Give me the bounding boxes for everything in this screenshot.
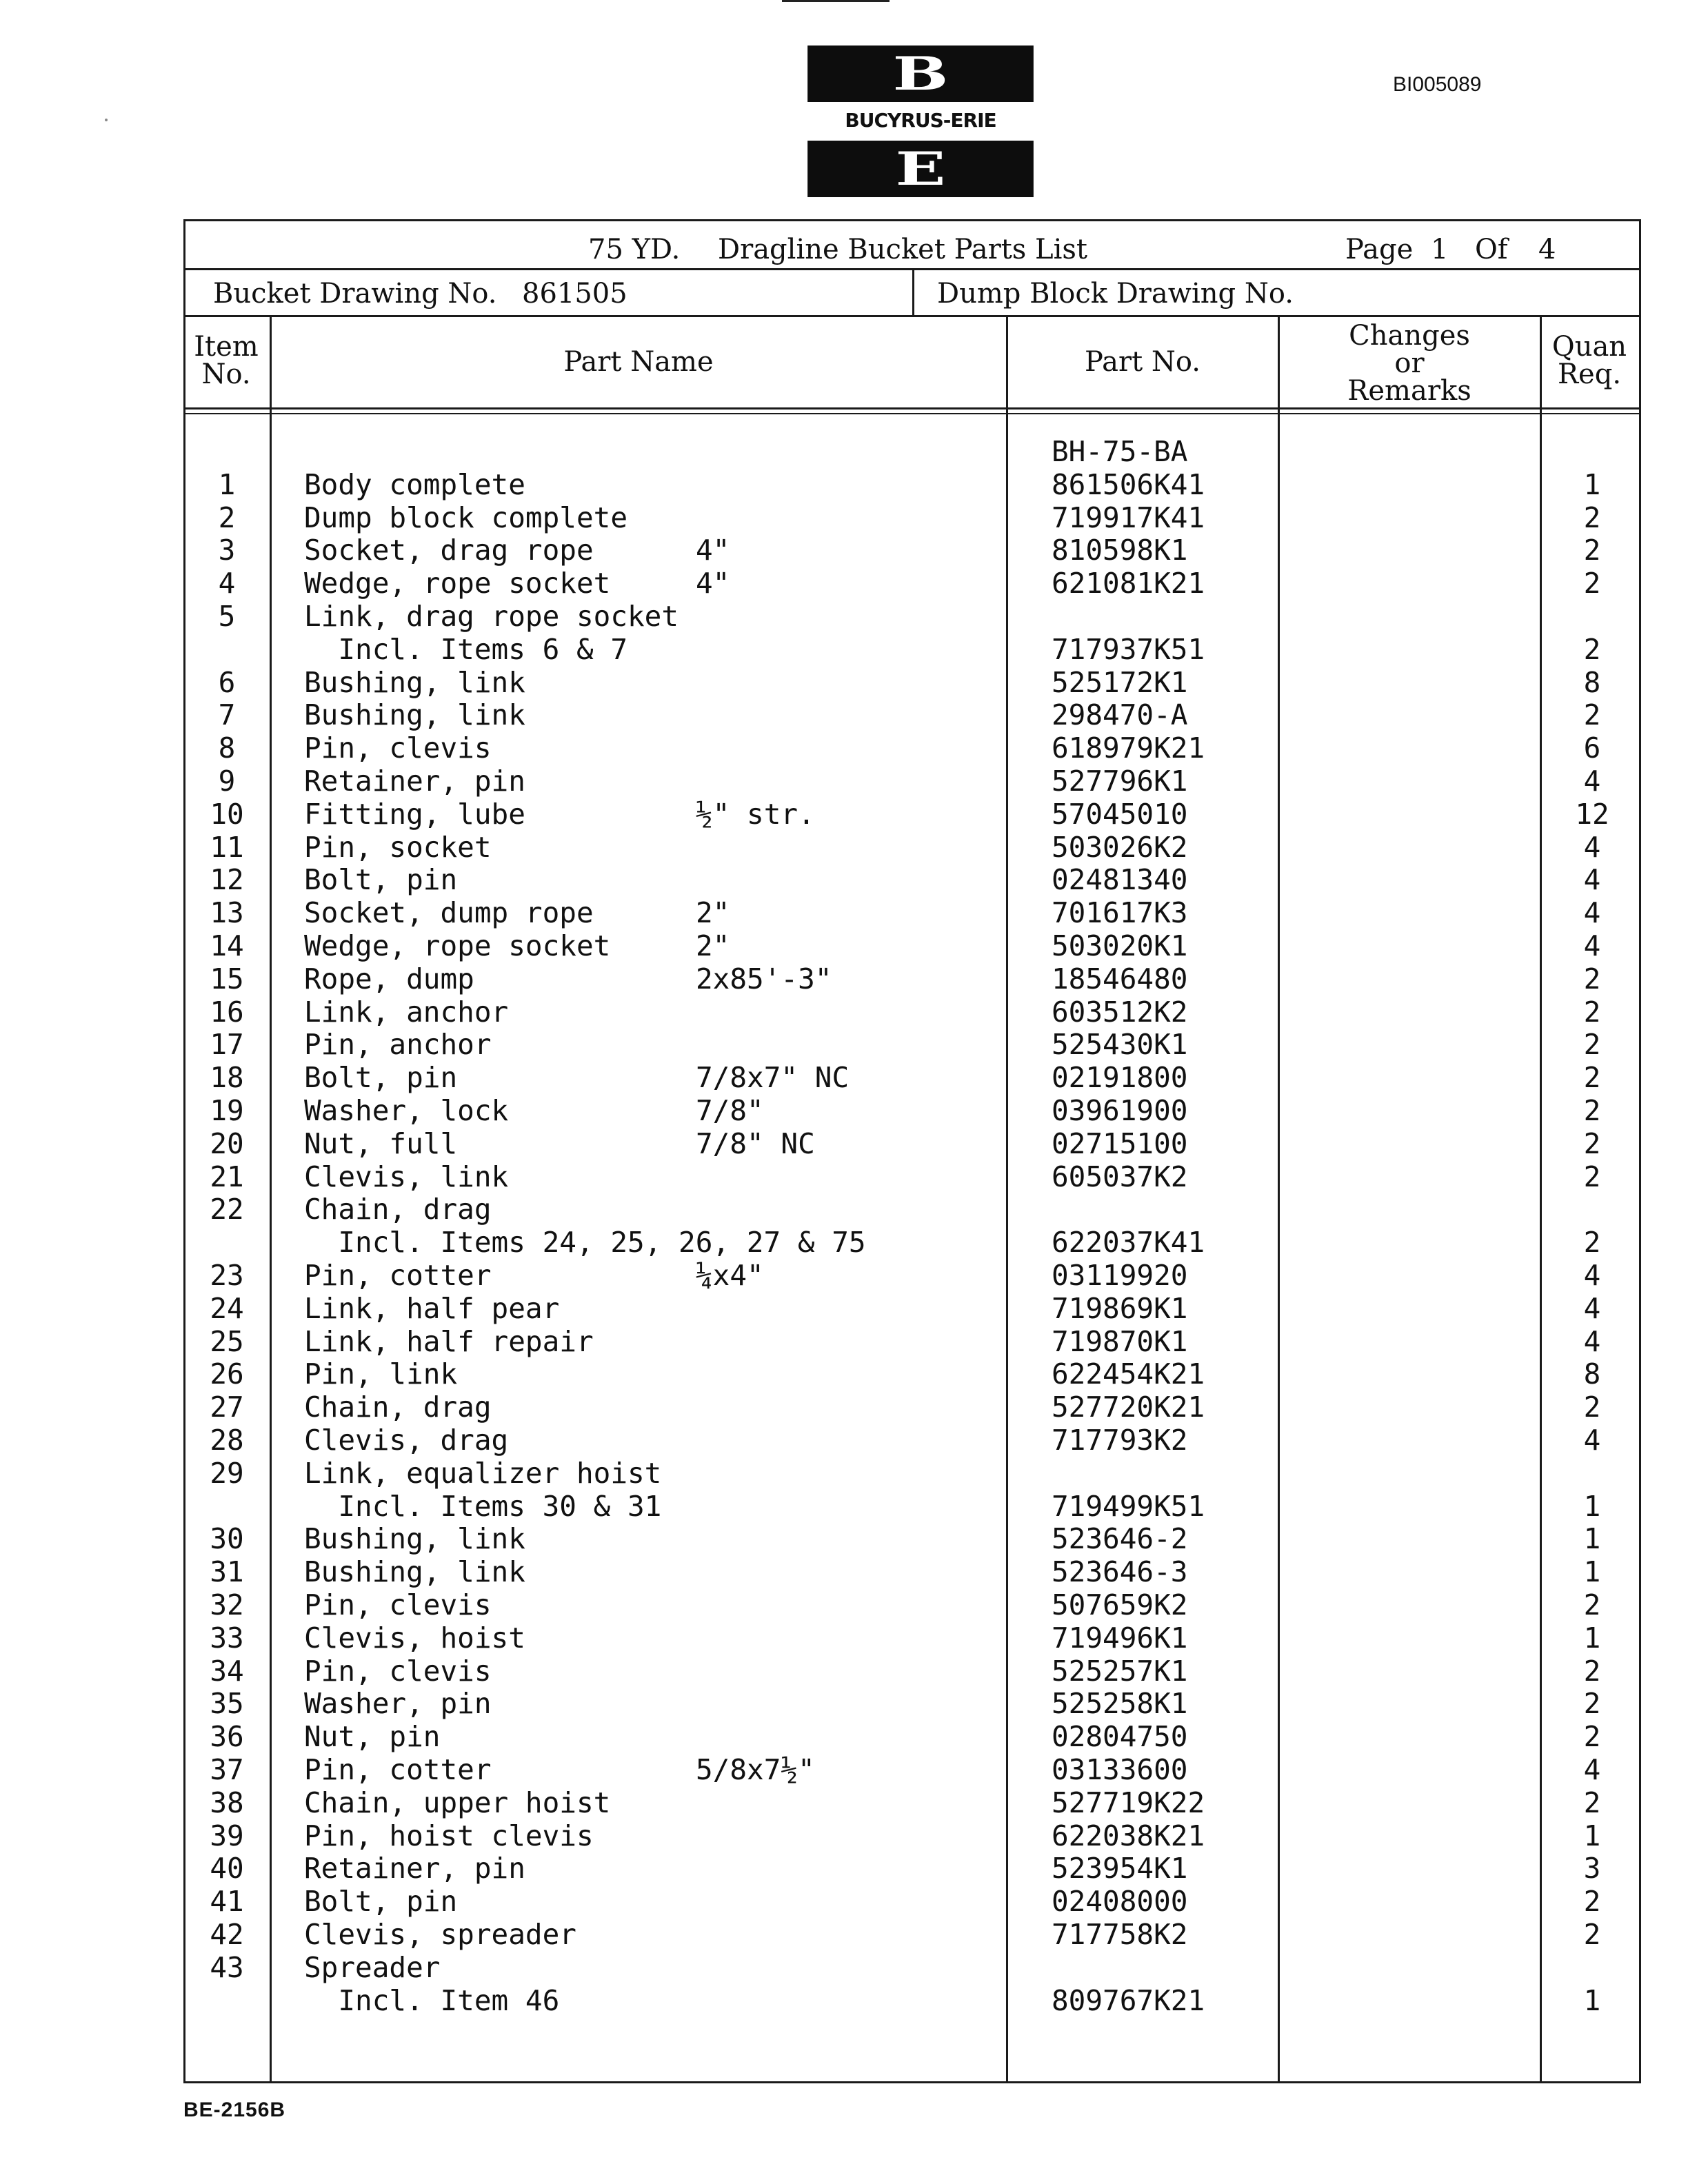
- item-number: 32: [210, 1588, 244, 1621]
- item-number: 30: [210, 1522, 244, 1555]
- part-number: 525258K1: [1052, 1687, 1188, 1720]
- item-number: 40: [210, 1852, 244, 1885]
- part-name: Pin, clevis: [304, 1655, 492, 1688]
- part-number: 719870K1: [1052, 1325, 1188, 1358]
- item-number: 38: [210, 1786, 244, 1819]
- page-total: 4: [1538, 234, 1556, 265]
- part-name: Bushing, link: [304, 666, 525, 699]
- item-number: 39: [210, 1819, 244, 1852]
- part-number: 03133600: [1052, 1753, 1188, 1786]
- quantity-required: 1: [1583, 1984, 1601, 2017]
- column-header-quantity: [1541, 333, 1638, 388]
- part-number: 523646-3: [1052, 1555, 1188, 1588]
- part-number: 02191800: [1052, 1061, 1188, 1094]
- table-row: [185, 1391, 1639, 1424]
- table-row: [185, 831, 1639, 864]
- item-number: 27: [210, 1391, 244, 1424]
- part-name: Chain, upper hoist: [304, 1786, 611, 1819]
- scan-speck: [105, 119, 108, 121]
- item-number: 31: [210, 1555, 244, 1588]
- quantity-required: 8: [1583, 1357, 1601, 1391]
- item-number: 10: [210, 798, 244, 831]
- item-number: 21: [210, 1160, 244, 1193]
- part-name: Rope, dump: [304, 962, 474, 995]
- page-number: 1: [1431, 234, 1449, 265]
- table-row: [185, 501, 1639, 534]
- column-header-changes-line1: Changes: [1349, 320, 1470, 352]
- part-number: 527719K22: [1052, 1786, 1205, 1819]
- quantity-required: 2: [1583, 1588, 1601, 1621]
- part-name: Clevis, link: [304, 1160, 509, 1193]
- part-number: 603512K2: [1052, 995, 1188, 1029]
- logo-letter-e: E: [807, 141, 1034, 197]
- table-row: [185, 534, 1639, 567]
- item-number: 42: [210, 1918, 244, 1951]
- part-number: 02804750: [1052, 1720, 1188, 1753]
- item-number: 29: [210, 1457, 244, 1490]
- part-name: Chain, drag: [304, 1193, 492, 1226]
- table-row: [185, 1325, 1639, 1358]
- part-name: Wedge, rope socket: [304, 567, 611, 600]
- part-name: Dump block complete: [304, 501, 627, 534]
- table-row: [185, 1951, 1639, 1984]
- rule-header-bottom-2: [185, 413, 1639, 414]
- part-name: Bushing, link: [304, 1555, 525, 1588]
- quantity-required: 1: [1583, 1819, 1601, 1852]
- table-row: [185, 468, 1639, 501]
- item-number: 43: [210, 1951, 244, 1984]
- part-number: BH-75-BA: [1052, 435, 1188, 468]
- quantity-required: 2: [1583, 1226, 1601, 1259]
- quantity-required: 2: [1583, 1061, 1601, 1094]
- part-name: Bolt, pin: [304, 863, 458, 896]
- column-header-item: [188, 333, 264, 388]
- table-row: [185, 929, 1639, 962]
- item-number: 1: [218, 468, 236, 501]
- item-number: 37: [210, 1753, 244, 1786]
- part-number: 622038K21: [1052, 1819, 1205, 1852]
- part-size: 7/8" NC: [696, 1127, 815, 1160]
- quantity-required: 2: [1583, 698, 1601, 731]
- page-label: Page: [1345, 234, 1414, 265]
- part-number: 701617K3: [1052, 896, 1188, 929]
- quantity-required: 2: [1583, 1885, 1601, 1918]
- part-name: Incl. Items 24, 25, 26, 27 & 75: [304, 1226, 866, 1259]
- logo-letter-b: B: [807, 46, 1034, 102]
- table-row: [185, 1720, 1639, 1753]
- part-name: Fitting, lube: [304, 798, 525, 831]
- item-number: 35: [210, 1687, 244, 1720]
- item-number: 18: [210, 1061, 244, 1094]
- table-row: [185, 962, 1639, 995]
- item-number: 28: [210, 1424, 244, 1457]
- quantity-required: 3: [1583, 1852, 1601, 1885]
- quantity-required: 1: [1583, 468, 1601, 501]
- item-number: 15: [210, 962, 244, 995]
- part-number: 03961900: [1052, 1094, 1188, 1127]
- part-name: Link, half pear: [304, 1292, 560, 1325]
- table-row: [185, 995, 1639, 1029]
- dump-block-drawing-label: Dump Block Drawing No.: [937, 278, 1294, 310]
- part-name: Retainer, pin: [304, 765, 525, 798]
- quantity-required: 6: [1583, 731, 1601, 765]
- part-number: 621081K21: [1052, 567, 1205, 600]
- item-number: 26: [210, 1357, 244, 1391]
- item-number: 6: [218, 666, 236, 699]
- part-name: Link, equalizer hoist: [304, 1457, 662, 1490]
- part-number: 02481340: [1052, 863, 1188, 896]
- part-number: 717793K2: [1052, 1424, 1188, 1457]
- part-size: 4": [696, 567, 730, 600]
- bucyrus-erie-logo: [840, 46, 1001, 196]
- item-number: 36: [210, 1720, 244, 1753]
- table-row: [185, 1753, 1639, 1786]
- table-row: [185, 798, 1639, 831]
- table-row: [185, 1259, 1639, 1292]
- column-header-quantity-line1: Quan: [1551, 331, 1627, 363]
- table-row: [185, 1687, 1639, 1720]
- part-name: Bushing, link: [304, 698, 525, 731]
- column-header-changes-line2: or: [1394, 347, 1425, 379]
- quantity-required: 2: [1583, 1028, 1601, 1061]
- item-number: 22: [210, 1193, 244, 1226]
- table-row: [185, 1852, 1639, 1885]
- table-row: [185, 435, 1639, 468]
- part-name: Bolt, pin: [304, 1885, 458, 1918]
- item-number: 33: [210, 1621, 244, 1655]
- part-number: 810598K1: [1052, 534, 1188, 567]
- quantity-required: 1: [1583, 1522, 1601, 1555]
- table-row: [185, 1292, 1639, 1325]
- quantity-required: 2: [1583, 633, 1601, 666]
- part-name: Socket, dump rope: [304, 896, 594, 929]
- part-name: Nut, full: [304, 1127, 458, 1160]
- part-name: Incl. Item 46: [304, 1984, 560, 2017]
- part-name: Clevis, drag: [304, 1424, 509, 1457]
- part-size: 4": [696, 534, 730, 567]
- part-number: 523954K1: [1052, 1852, 1188, 1885]
- quantity-required: 4: [1583, 1424, 1601, 1457]
- part-number: 719917K41: [1052, 501, 1205, 534]
- part-name: Body complete: [304, 468, 525, 501]
- bucket-drawing-number: 861505: [522, 278, 627, 310]
- column-header-part-name: Part Name: [563, 346, 714, 378]
- part-number: 02715100: [1052, 1127, 1188, 1160]
- quantity-required: 4: [1583, 896, 1601, 929]
- quantity-required: 4: [1583, 929, 1601, 962]
- quantity-required: 2: [1583, 1786, 1601, 1819]
- part-number: 525430K1: [1052, 1028, 1188, 1061]
- table-row: [185, 1885, 1639, 1918]
- part-name: Nut, pin: [304, 1720, 441, 1753]
- part-name: Socket, drag rope: [304, 534, 594, 567]
- part-number: 861506K41: [1052, 468, 1205, 501]
- part-number: 809767K21: [1052, 1984, 1205, 2017]
- top-rule: [782, 0, 890, 2]
- part-number: 18546480: [1052, 962, 1188, 995]
- quantity-required: 2: [1583, 962, 1601, 995]
- quantity-required: 4: [1583, 1325, 1601, 1358]
- table-row: [185, 1555, 1639, 1588]
- title-size: 75 YD.: [588, 234, 681, 265]
- quantity-required: 4: [1583, 1292, 1601, 1325]
- item-number: 12: [210, 863, 244, 896]
- part-number: 527720K21: [1052, 1391, 1205, 1424]
- form-number: BE-2156B: [183, 2099, 286, 2121]
- part-number: 507659K2: [1052, 1588, 1188, 1621]
- quantity-required: 2: [1583, 567, 1601, 600]
- quantity-required: 12: [1575, 798, 1609, 831]
- column-header-item-line1: Item: [194, 331, 259, 363]
- part-size: 2": [696, 929, 730, 962]
- quantity-required: 4: [1583, 1259, 1601, 1292]
- item-number: 25: [210, 1325, 244, 1358]
- table-row: [185, 1160, 1639, 1193]
- logo-brand-name: BUCYRUS-ERIE: [845, 109, 996, 132]
- table-row: [185, 1984, 1639, 2017]
- quantity-required: 1: [1583, 1555, 1601, 1588]
- bucket-drawing-label: Bucket Drawing No.: [213, 278, 497, 310]
- part-name: Bolt, pin: [304, 1061, 458, 1094]
- part-name: Spreader: [304, 1951, 441, 1984]
- table-row: [185, 1457, 1639, 1490]
- quantity-required: 2: [1583, 1160, 1601, 1193]
- part-number: 527796K1: [1052, 765, 1188, 798]
- part-size: 7/8": [696, 1094, 764, 1127]
- table-row: [185, 1819, 1639, 1852]
- item-number: 7: [218, 698, 236, 731]
- item-number: 19: [210, 1094, 244, 1127]
- table-row: [185, 896, 1639, 929]
- table-row: [185, 1028, 1639, 1061]
- part-number: 525172K1: [1052, 666, 1188, 699]
- part-number: 719869K1: [1052, 1292, 1188, 1325]
- table-row: [185, 863, 1639, 896]
- part-name: Link, anchor: [304, 995, 509, 1029]
- part-name: Pin, anchor: [304, 1028, 492, 1061]
- column-header-changes-line3: Remarks: [1347, 375, 1471, 407]
- table-row: [185, 600, 1639, 633]
- item-number: 9: [218, 765, 236, 798]
- quantity-required: 2: [1583, 1655, 1601, 1688]
- table-row: [185, 1127, 1639, 1160]
- part-name: Pin, socket: [304, 831, 492, 864]
- table-row: [185, 731, 1639, 765]
- part-name: Washer, pin: [304, 1687, 492, 1720]
- part-number: 02408000: [1052, 1885, 1188, 1918]
- column-header-part-no: Part No.: [1085, 346, 1200, 378]
- quantity-required: 4: [1583, 1753, 1601, 1786]
- of-label: Of: [1475, 234, 1508, 265]
- item-number: 41: [210, 1885, 244, 1918]
- table-row: [185, 1424, 1639, 1457]
- part-name: Clevis, spreader: [304, 1918, 576, 1951]
- column-header-quantity-line2: Req.: [1557, 358, 1622, 390]
- part-number: 719496K1: [1052, 1621, 1188, 1655]
- quantity-required: 4: [1583, 765, 1601, 798]
- table-row: [185, 1588, 1639, 1621]
- part-number: 298470-A: [1052, 698, 1188, 731]
- part-number: 717758K2: [1052, 1918, 1188, 1951]
- table-row: [185, 1621, 1639, 1655]
- part-name: Link, half repair: [304, 1325, 594, 1358]
- quantity-required: 2: [1583, 1918, 1601, 1951]
- part-size: ¼x4": [696, 1259, 764, 1292]
- table-row: [185, 567, 1639, 600]
- item-number: 2: [218, 501, 236, 534]
- table-row: [185, 1786, 1639, 1819]
- rule-header-bottom-1: [185, 407, 1639, 410]
- item-number: 4: [218, 567, 236, 600]
- table-row: [185, 1357, 1639, 1391]
- quantity-required: 2: [1583, 1687, 1601, 1720]
- part-name: Pin, cotter: [304, 1259, 492, 1292]
- part-name: Pin, clevis: [304, 1588, 492, 1621]
- part-name: Pin, clevis: [304, 731, 492, 765]
- table-row: [185, 698, 1639, 731]
- table-row: [185, 1490, 1639, 1523]
- part-number: 622037K41: [1052, 1226, 1205, 1259]
- part-number: 622454K21: [1052, 1357, 1205, 1391]
- part-name: Pin, cotter: [304, 1753, 492, 1786]
- part-size: 7/8x7" NC: [696, 1061, 850, 1094]
- part-number: 719499K51: [1052, 1490, 1205, 1523]
- quantity-required: 2: [1583, 1391, 1601, 1424]
- item-number: 5: [218, 600, 236, 633]
- part-number: 503026K2: [1052, 831, 1188, 864]
- quantity-required: 2: [1583, 1720, 1601, 1753]
- part-name: Incl. Items 30 & 31: [304, 1490, 662, 1523]
- item-number: 24: [210, 1292, 244, 1325]
- table-row: [185, 1094, 1639, 1127]
- part-name: Clevis, hoist: [304, 1621, 525, 1655]
- quantity-required: 1: [1583, 1621, 1601, 1655]
- item-number: 14: [210, 929, 244, 962]
- table-row: [185, 1655, 1639, 1688]
- table-row: [185, 765, 1639, 798]
- item-number: 34: [210, 1655, 244, 1688]
- part-name: Link, drag rope socket: [304, 600, 679, 633]
- part-name: Chain, drag: [304, 1391, 492, 1424]
- part-number: 57045010: [1052, 798, 1188, 831]
- item-number: 11: [210, 831, 244, 864]
- item-number: 13: [210, 896, 244, 929]
- part-number: 605037K2: [1052, 1160, 1188, 1193]
- quantity-required: 4: [1583, 831, 1601, 864]
- table-row: [185, 633, 1639, 666]
- quantity-required: 1: [1583, 1490, 1601, 1523]
- column-header-changes: [1279, 322, 1540, 405]
- table-row: [185, 1522, 1639, 1555]
- table-row: [185, 1918, 1639, 1951]
- parts-list-sheet: [183, 219, 1641, 2083]
- part-name: Pin, link: [304, 1357, 458, 1391]
- part-number: 523646-2: [1052, 1522, 1188, 1555]
- item-number: 16: [210, 995, 244, 1029]
- quantity-required: 2: [1583, 534, 1601, 567]
- item-number: 8: [218, 731, 236, 765]
- quantity-required: 2: [1583, 1127, 1601, 1160]
- rule-drawing-divider: [912, 270, 914, 316]
- page-title: Dragline Bucket Parts List: [718, 234, 1087, 265]
- quantity-required: 2: [1583, 995, 1601, 1029]
- part-name: Pin, hoist clevis: [304, 1819, 594, 1852]
- part-name: Wedge, rope socket: [304, 929, 611, 962]
- item-number: 23: [210, 1259, 244, 1292]
- quantity-required: 4: [1583, 863, 1601, 896]
- part-number: 503020K1: [1052, 929, 1188, 962]
- part-size: 5/8x7½": [696, 1753, 815, 1786]
- document-id: BI005089: [1393, 73, 1482, 96]
- item-number: 3: [218, 534, 236, 567]
- table-row: [185, 1226, 1639, 1259]
- quantity-required: 2: [1583, 1094, 1601, 1127]
- part-number: 03119920: [1052, 1259, 1188, 1292]
- part-number: 618979K21: [1052, 731, 1205, 765]
- item-number: 17: [210, 1028, 244, 1061]
- part-name: Retainer, pin: [304, 1852, 525, 1885]
- part-name: Incl. Items 6 & 7: [304, 633, 627, 666]
- part-number: 525257K1: [1052, 1655, 1188, 1688]
- part-name: Washer, lock: [304, 1094, 509, 1127]
- part-number: 717937K51: [1052, 633, 1205, 666]
- item-number: 20: [210, 1127, 244, 1160]
- table-row: [185, 1061, 1639, 1094]
- part-size: 2": [696, 896, 730, 929]
- quantity-required: 8: [1583, 666, 1601, 699]
- quantity-required: 2: [1583, 501, 1601, 534]
- part-name: Bushing, link: [304, 1522, 525, 1555]
- part-size: ½" str.: [696, 798, 815, 831]
- column-header-item-line2: No.: [201, 358, 251, 390]
- part-size: 2x85'-3": [696, 962, 832, 995]
- table-row: [185, 1193, 1639, 1226]
- table-row: [185, 666, 1639, 699]
